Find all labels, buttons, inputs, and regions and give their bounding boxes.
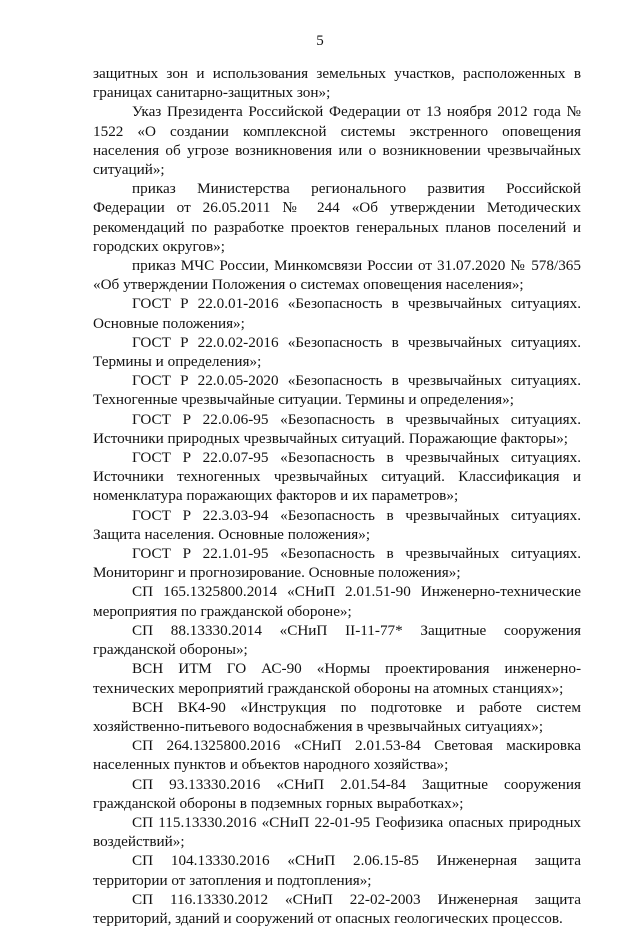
paragraph: ГОСТ Р 22.0.05-2020 «Безопасность в чрезвычайных ситуациях. Техногенные чрезвычайные ситуации. Термины и определения»; — [93, 372, 581, 409]
paragraph: ГОСТ Р 22.0.07-95 «Безопасность в чрезвычайных ситуациях. Источники техногенных чрезвычайных ситуаций. Классификация и номенклатура поражающих факторов и их параметров»; — [93, 449, 581, 505]
paragraph: СП 104.13330.2016 «СНиП 2.06.15-85 Инженерная защита территории от затопления и подтопления»; — [93, 852, 581, 889]
paragraph: ГОСТ Р 22.3.03-94 «Безопасность в чрезвычайных ситуациях. Защита населения. Основные положения»; — [93, 506, 581, 543]
paragraph: ГОСТ Р 22.0.01-2016 «Безопасность в чрезвычайных ситуациях. Основные положения»; — [93, 295, 581, 332]
document-body — [93, 64, 581, 928]
paragraph: СП 116.13330.2012 «СНиП 22-02-2003 Инженерная защита территорий, зданий и сооружений от опасных геологических процессов. — [93, 890, 581, 927]
paragraph: приказ Министерства регионального развития Российской Федерации от 26.05.2011 № 244 «Об утверждении Методических рекомендаций по разработке проектов генеральных планов поселений и городских округов»; — [93, 180, 581, 255]
paragraph: защитных зон и использования земельных участков, расположенных в границах санитарно-защитных зон»; — [93, 65, 581, 102]
paragraph: СП 115.13330.2016 «СНиП 22-01-95 Геофизика опасных природных воздействий»; — [93, 813, 581, 851]
paragraph: Указ Президента Российской Федерации от 13 ноября 2012 года № 1522 «О создании комплексной системы экстренного оповещения населения об угрозе возникновения или о возникновении чрезвычайных ситуаций»; — [93, 103, 581, 179]
paragraph: СП 93.13330.2016 «СНиП 2.01.54-84 Защитные сооружения гражданской обороны в подземных горных выработках»; — [93, 775, 581, 812]
paragraph: ГОСТ Р 22.0.02-2016 «Безопасность в чрезвычайных ситуациях. Термины и определения»; — [93, 333, 581, 371]
page-number: 5 — [316, 33, 324, 49]
paragraph: СП 165.1325800.2014 «СНиП 2.01.51-90 Инженерно-технические мероприятия по гражданской обороне»; — [93, 583, 581, 620]
paragraph: ВСН ИТМ ГО АС-90 «Нормы проектирования инженерно-технических мероприятий гражданской обороны на атомных станциях»; — [93, 660, 581, 697]
paragraph: ВСН ВК4-90 «Инструкция по подготовке и работе систем хозяйственно-питьевого водоснабжения в чрезвычайных ситуациях»; — [93, 698, 581, 735]
paragraph: ГОСТ Р 22.0.06-95 «Безопасность в чрезвычайных ситуациях. Источники природных чрезвычайных ситуаций. Поражающие факторы»; — [93, 410, 581, 447]
paragraph: ГОСТ Р 22.1.01-95 «Безопасность в чрезвычайных ситуациях. Мониторинг и прогнозирование. Основные положения»; — [93, 545, 581, 582]
paragraph: приказ МЧС России, Минкомсвязи России от 31.07.2020 № 578/365 «Об утверждении Положения о системах оповещения населения»; — [93, 257, 581, 294]
paragraph: СП 88.13330.2014 «СНиП II-11-77* Защитные сооружения гражданской обороны»; — [93, 621, 581, 659]
paragraph: СП 264.1325800.2016 «СНиП 2.01.53-84 Световая маскировка населенных пунктов и объектов народного хозяйства»; — [93, 737, 581, 774]
